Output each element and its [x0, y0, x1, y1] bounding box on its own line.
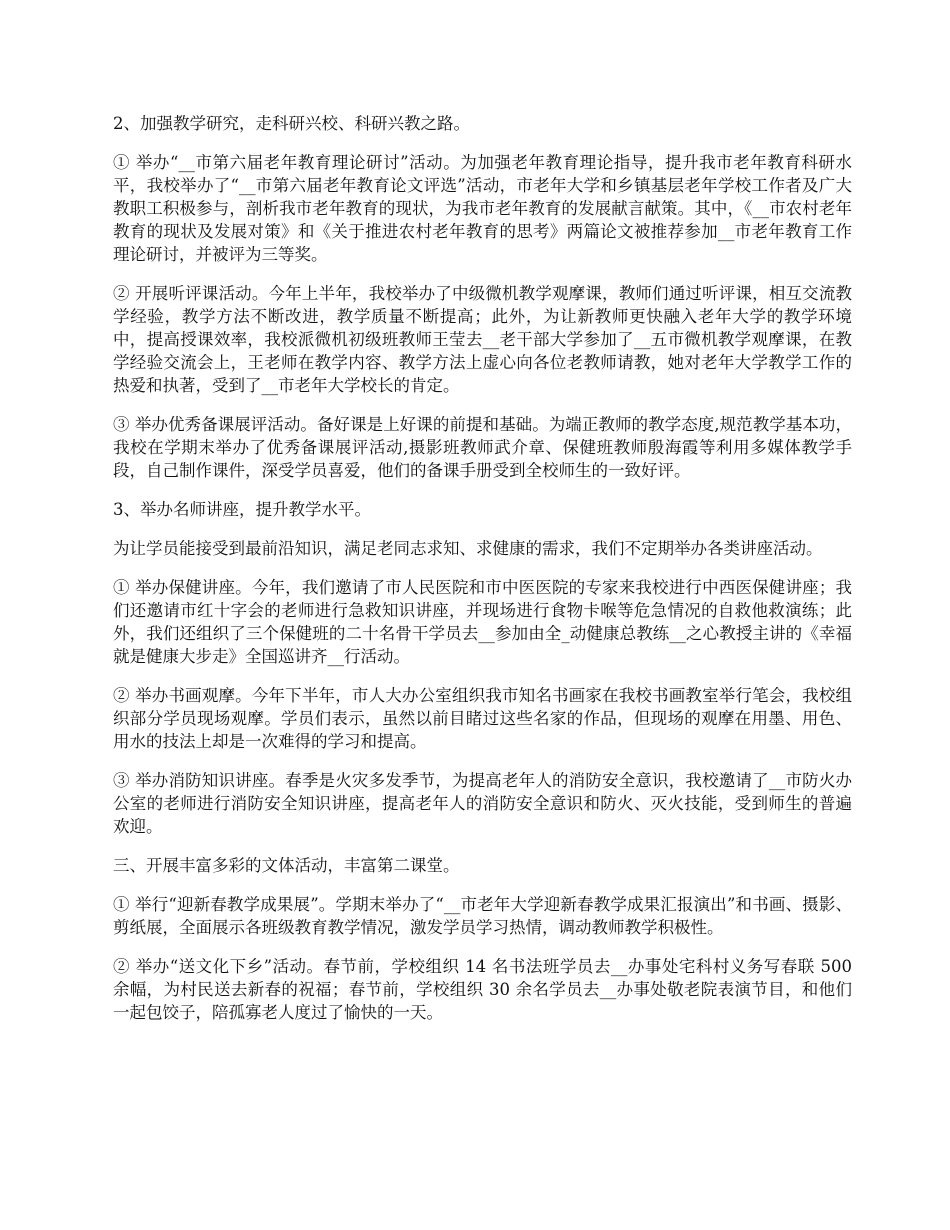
section-heading-cultural-activities: 三、开展丰富多彩的文体活动，丰富第二课堂。 — [113, 856, 460, 875]
paragraph-lectures-intro: 为让学员能接受到最前沿知识，满足老同志求知、求健康的需求，我们不定期举办各类讲座活动。 — [113, 539, 823, 558]
paragraph-theory-seminar: ① 举办“__市第六届老年教育理论研讨”活动。为加强老年教育理论指导，提升我市老年教育科研水平，我校举办了“__市第六届老年教育论文评选”活动，市老年大学和乡镇基层老年学校工作者及广大教职工积极参与，剖析我市老年教育的现状，为我市老年教育的发展献言献策。其中，《__市农村老年教育的现状及发展对策》和《关于推进农村老年教育的思考》两篇论文被推荐参加__市老年教育工作理论研讨，并被评为三等奖。 — [113, 153, 852, 264]
paragraph-health-lecture: ① 举办保健讲座。今年，我们邀请了市人民医院和市中医医院的专家来我校进行中西医保健讲座；我们还邀请市红十字会的老师进行急救知识讲座，并现场进行食物卡喉等危急情况的自救他救演练；此外，我们还组织了三个保健班的二十名骨干学员去__参加由全_动健康总教练__之心教授主讲的《幸福就是健康大步走》全国巡讲齐__行活动。 — [113, 578, 852, 666]
paragraph-culture-to-countryside: ② 举办“送文化下乡”活动。春节前，学校组织 14 名书法班学员去__办事处宅科村义务写春联 500 余幅，为村民送去新春的祝福；春节前，学校组织 30 余名学员去__办事处敬老院表演节目，和他们一起包饺子，陪孤寡老人度过了愉快的一天。 — [113, 957, 852, 1022]
paragraph-calligraphy-observation: ② 举办书画观摩。今年下半年，市人大办公室组织我市知名书画家在我校书画教室举行笔会，我校组织部分学员现场观摩。学员们表示，虽然以前目睹过这些名家的作品，但现场的观摩在用墨、用色、用水的技法上却是一次难得的学习和提高。 — [113, 686, 852, 751]
section-heading-teaching-research: 2、加强教学研究，走科研兴校、科研兴教之路。 — [113, 114, 470, 133]
paragraph-new-year-exhibition: ① 举行“迎新春教学成果展”。学期末举办了“__市老年大学迎新春教学成果汇报演出”和书画、摄影、剪纸展，全面展示各班级教育教学情况，激发学员学习热情，调动教师教学积极性。 — [113, 895, 852, 937]
paragraph-lesson-observation: ② 开展听评课活动。今年上半年，我校举办了中级微机教学观摩课，教师们通过听评课，相互交流教学经验，教学方法不断改进，教学质量不断提高；此外，为让新教师更快融入老年大学的教学环境中，提高授课效率，我校派微机初级班教师王莹去__老干部大学参加了__五市微机教学观摩课，在教学经验交流会上，王老师在教学内容、教学方法上虚心向各位老教师请教，她对老年大学教学工作的热爱和执著，受到了__市老年大学校长的肯定。 — [113, 284, 852, 395]
paragraph-fire-safety-lecture: ③ 举办消防知识讲座。春季是火灾多发季节，为提高老年人的消防安全意识，我校邀请了__市防火办公室的老师进行消防安全知识讲座，提高老年人的消防安全意识和防火、灭火技能，受到师生的普遍欢迎。 — [113, 771, 852, 836]
paragraph-lesson-plan-exhibition: ③ 举办优秀备课展评活动。备好课是上好课的前提和基础。为端正教师的教学态度,规范教学基本功，我校在学期末举办了优秀备课展评活动,摄影班教师武介章、保健班教师殷海霞等利用多媒体教学手段，自己制作课件，深受学员喜爱，他们的备课手册受到全校师生的一致好评。 — [113, 415, 852, 480]
section-heading-lectures: 3、举办名师讲座，提升教学水平。 — [113, 500, 371, 519]
